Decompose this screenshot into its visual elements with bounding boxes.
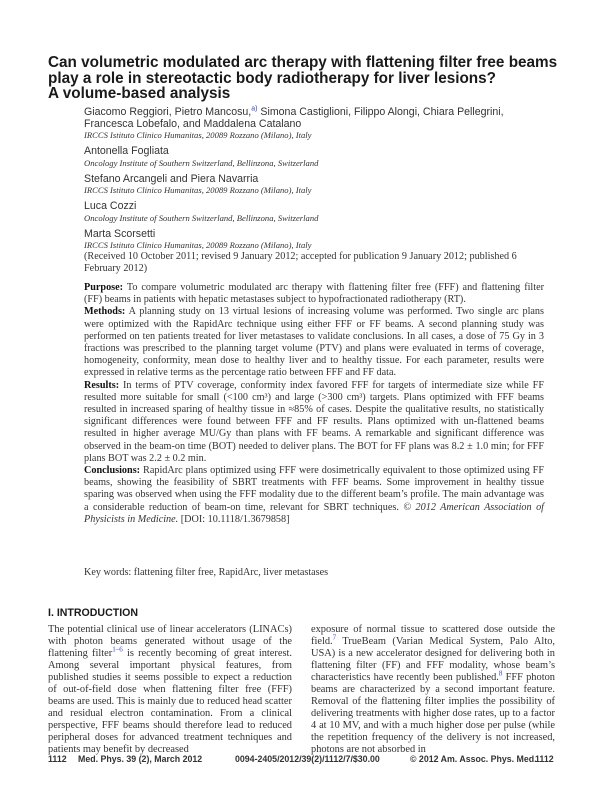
affiliation: IRCCS Istituto Clinico Humanitas, 20089 Rozzano (Milano), Italy [84, 130, 312, 140]
author-names: Marta Scorsetti [84, 227, 156, 240]
affiliation: IRCCS Istituto Clinico Humanitas, 20089 Rozzano (Milano), Italy [84, 240, 312, 250]
section-label: Methods: [84, 306, 126, 318]
author-names [84, 107, 554, 119]
body-text: exposure of normal tissue to scattered dose outside the field. [311, 624, 555, 647]
reference-link[interactable]: 1–6 [112, 645, 123, 654]
author-text: Giacomo Reggiori, Pietro Mancosu, [84, 106, 252, 118]
author-names: Antonella Fogliata [84, 145, 169, 157]
section-label: Results: [84, 379, 120, 391]
abstract-conclusions [84, 465, 544, 526]
author-text: Simona Castiglioni, Filippo Alongi, Chiara Pellegrini, [257, 106, 504, 118]
affiliation: IRCCS Istituto Clinico Humanitas, 20089 Rozzano (Milano), Italy [84, 185, 312, 195]
author-names: Luca Cozzi [84, 200, 137, 212]
page-number-right: 1112 [535, 754, 554, 764]
paper-title [48, 55, 568, 102]
title-line: Can volumetric modulated arc therapy with flattening filter free beams [48, 54, 558, 71]
title-line: A volume-based analysis [48, 85, 231, 102]
copyright-notice: © 2012 American Association of Physicists in Medicine. [84, 501, 544, 525]
section-heading: I. INTRODUCTION [48, 607, 139, 619]
abstract [84, 282, 544, 526]
doi[interactable]: [DOI: 10.1118/1.3679858] [178, 513, 290, 525]
section-text: A planning study on 13 virtual lesions of increasing volume was performed. Two single arc plans were optimized with the RapidArc technique using either FFF or FF beams. A second planning study was performed on ten patients treated for liver metastases to validate conclusions. In all cases, a dose of 75 Gy in 3 fractions was prescribed to the planning target volume (PTV) and plans were evaluated in terms of coverage, homogeneity, conformity, mean dose to healthy liver and to healthy tissue. For each parameter, results were expressed in relative terms as the percentage ratio between FFF and FF data. [84, 306, 544, 379]
footer-copyright: © 2012 Am. Assoc. Phys. Med. [410, 754, 537, 764]
intro-left-column [48, 624, 292, 755]
body-text: is recently becoming of great interest. Among several important physical features, from published studies it seems possible to expect a reduction of out-of-field dose when flattening filter free (FFF) beams are used. This is mainly due to reduced head scatter and residual electron contamination. From a clinical perspective, FFF beams should therefore lead to reduced peripheral doses for advanced treatment techniques and patients may benefit by decreased [48, 647, 292, 755]
author-names: Francesca Lobefalo, and Maddalena Catalano [84, 117, 302, 130]
body-text: FFF photon beams are characterized by a second important feature. Removal of the flattening filter implies the possibility of delivering treatments with higher dose rates, up to a factor 4 at 10 MV, and with a much higher dose per pulse (while the repetition frequency of the delivery is not increased, photons are not absorbed in [311, 671, 555, 755]
reference-link[interactable]: 8 [498, 669, 503, 678]
affiliation: Oncology Institute of Southern Switzerland, Bellinzona, Switzerland [84, 212, 319, 223]
received-dates: (Received 10 October 2011; revised 9 January 2012; accepted for publication 9 January 2012; published 6 February 2012) [84, 251, 517, 275]
paragraph [311, 624, 555, 755]
page-number-left: 1112 [48, 754, 67, 764]
body-text: TrueBeam (Varian Medical System, Palo Alto, USA) is a new accelerator designed for delivering both in flattening filter (FF) and FFF modality, whose beam’s characteristics have recently been published. [311, 635, 555, 683]
affiliation: Oncology Institute of Southern Switzerland, Bellinzona, Switzerland [84, 157, 319, 168]
intro-right-column [311, 624, 555, 755]
author-block [84, 107, 554, 256]
section-label: Purpose: [84, 282, 124, 293]
abstract-results [84, 380, 544, 465]
body-text: The potential clinical use of linear accelerators (LINACs) with photon beams generated without usage of the flattening filter [48, 624, 292, 659]
section-text: In terms of PTV coverage, conformity index favored FFF for targets of intermediate size while FF resulted more suitable for small (<100 cm³) and large (>300 cm³) targets. Plans optimized with FFF beams resulted in increased sparing of healthy tissue in ≈85% of cases. Despite the qualitative results, no statistically significant differences were found between FFF and FF results. Plans optimized with un-flattened beams resulted in higher average MU/Gy than plans with FF beams. A remarkable and significant difference was observed in the beam-on time (BOT) needed to deliver plans. The BOT for FF plans was 8.2 ± 1.0 min; for FFF plans BOT was 2.2 ± 0.2 min. [84, 379, 544, 464]
journal-citation: Med. Phys. 39 (2), March 2012 [78, 754, 203, 764]
keywords: Key words: flattening filter free, RapidArc, liver metastases [84, 567, 329, 578]
section-text: To compare volumetric modulated arc therapy with flattening filter free (FFF) and flattening filter (FF) beams in patients with hepatic metastases subject to hypofractionated radiotherapy (RT). [84, 282, 544, 306]
title-line: play a role in stereotactic body radiotherapy for liver lesions? [48, 69, 496, 87]
section-text: RapidArc plans optimized using FFF were dosimetrically equivalent to those optimized using FF beams, showing the feasibility of SBRT treatments with FFF beams. Some improvement in healthy tissue sparing was observed when using the FFF modality due to the different beam’s profile. The main advantage was a considerable reduction of beam-on time, relevant for SBRT techniques. [84, 465, 544, 513]
section-label: Conclusions: [84, 465, 141, 477]
article-code: 0094-2405/2012/39(2)/1112/7/$30.00 [235, 754, 380, 764]
reference-link[interactable]: 7 [332, 633, 337, 642]
abstract-methods [84, 306, 544, 379]
author-names: Stefano Arcangeli and Piera Navarria [84, 172, 259, 185]
abstract-purpose [84, 282, 544, 306]
paragraph [48, 624, 292, 755]
footnote-link[interactable]: a) [251, 105, 258, 113]
